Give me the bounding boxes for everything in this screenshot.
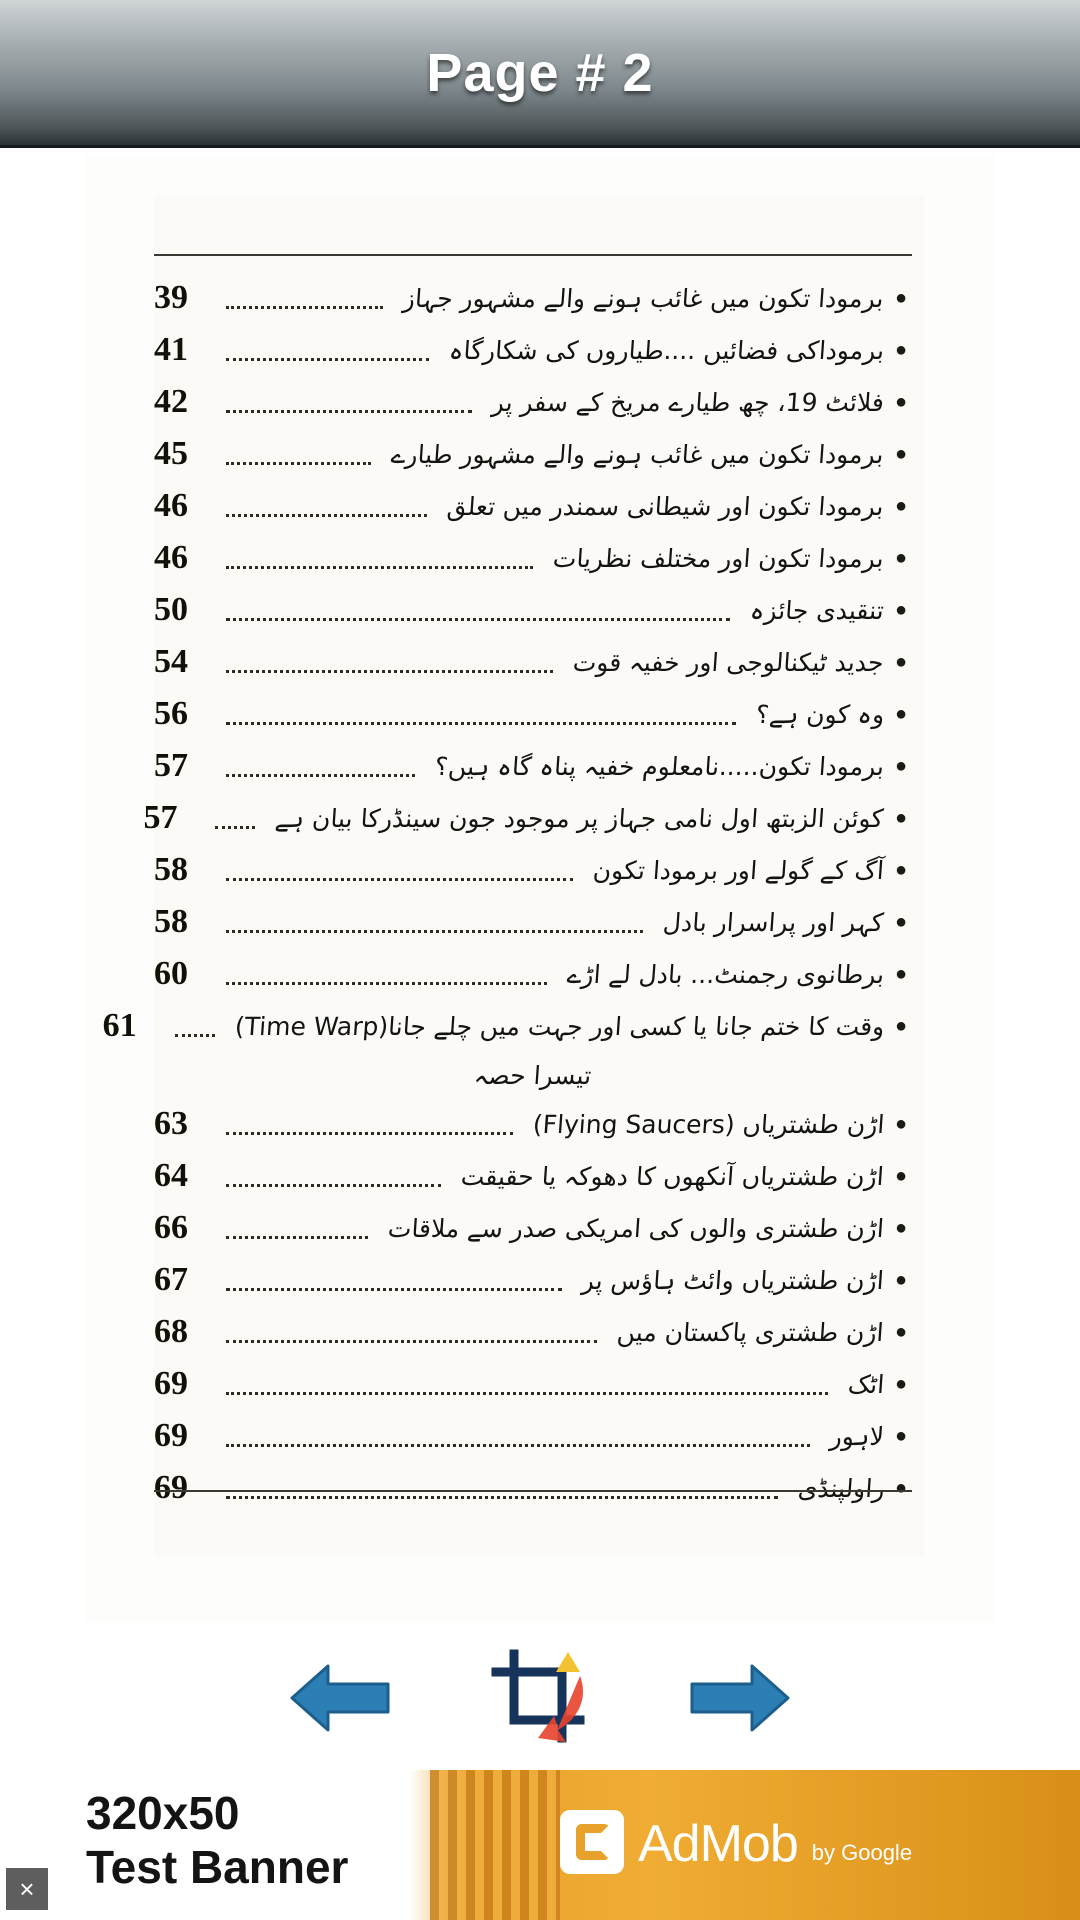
toc-page-number: 50 xyxy=(154,591,188,628)
admob-brand-label: AdMob xyxy=(638,1815,798,1873)
toc-page-number: 67 xyxy=(154,1261,188,1298)
top-divider-rule xyxy=(154,254,912,256)
crop-button[interactable] xyxy=(484,1646,596,1750)
bullet-icon: ● xyxy=(894,755,908,777)
dot-leader xyxy=(175,1010,215,1037)
toc-entry-title: آگ کے گولے اور برمودا تکون xyxy=(592,855,886,885)
dot-leader xyxy=(226,698,736,725)
toc-entry-title: اٹک xyxy=(846,1369,886,1399)
close-icon[interactable]: × xyxy=(6,1868,48,1910)
toc-page-number: 57 xyxy=(154,747,188,784)
toc-row xyxy=(154,1410,912,1462)
bullet-icon: ● xyxy=(894,703,908,725)
toc-list xyxy=(102,272,912,1514)
toc-entry-title: اڑن طشتری والوں کی امریکی صدر سے ملاقات xyxy=(387,1213,886,1243)
toc-page-number: 61 xyxy=(102,1007,137,1044)
toc-page-number: 45 xyxy=(154,435,188,472)
bullet-icon: ● xyxy=(894,1425,908,1447)
toc-page-number: 54 xyxy=(154,643,188,680)
toc-row xyxy=(154,480,912,532)
dot-leader xyxy=(226,594,730,621)
dot-leader xyxy=(226,1108,513,1135)
bullet-icon: ● xyxy=(894,963,908,985)
toc-row xyxy=(154,1306,912,1358)
dot-leader xyxy=(226,646,553,673)
toc-page-number: 64 xyxy=(154,1157,188,1194)
toc-row xyxy=(154,324,912,376)
dot-leader xyxy=(226,1472,778,1499)
toc-page-number: 69 xyxy=(154,1417,188,1454)
toc-entry-title: وہ کون ہے؟ xyxy=(754,699,886,729)
crop-icon xyxy=(484,1646,596,1750)
toc-entry-title: اڑن طشتریاں آنکھوں کا دھوکہ یا حقیقت xyxy=(460,1161,886,1191)
toc-row xyxy=(154,584,912,636)
bullet-icon: ● xyxy=(894,287,908,309)
toc-page-number: 63 xyxy=(154,1105,188,1142)
dot-leader xyxy=(226,438,371,465)
toc-entry-title: برطانوی رجمنٹ... بادل لے اڑے xyxy=(565,959,886,989)
toc-page-number: 58 xyxy=(154,851,188,888)
toc-page-number: 66 xyxy=(154,1209,188,1246)
ad-text-block xyxy=(86,1786,486,1895)
toc-section-heading-label: تیسرا حصہ xyxy=(473,1060,593,1090)
toc-row xyxy=(154,1150,912,1202)
toc-entry-title: راولپنڈی xyxy=(796,1473,886,1503)
toc-row xyxy=(154,1098,912,1150)
toc-row xyxy=(154,428,912,480)
book-page-image[interactable] xyxy=(84,156,996,1622)
ad-banner[interactable] xyxy=(0,1770,1080,1920)
page-title: Page # 2 xyxy=(426,42,654,103)
bullet-icon: ● xyxy=(894,495,908,517)
toc-entry-title: برمودا تکون اور مختلف نظریات xyxy=(552,543,886,573)
dot-leader xyxy=(226,1420,810,1447)
toc-row xyxy=(154,1358,912,1410)
toc-entry-title: برموداکی فضائیں ....طیاروں کی شکارگاہ xyxy=(447,335,886,365)
dot-leader xyxy=(226,1316,597,1343)
right-arrow-icon xyxy=(688,1652,792,1744)
dot-leader xyxy=(226,334,429,361)
app-title-bar xyxy=(0,0,1080,148)
bullet-icon: ● xyxy=(894,391,908,413)
toc-row xyxy=(154,896,912,948)
toc-entry-title: فلائٹ 19، چھ طیارے مریخ کے سفر پر xyxy=(491,387,886,417)
bullet-icon: ● xyxy=(894,651,908,673)
toc-row xyxy=(154,376,912,428)
dot-leader xyxy=(226,490,427,517)
bullet-icon: ● xyxy=(894,599,908,621)
dot-leader xyxy=(226,1264,562,1291)
toc-page-number: 42 xyxy=(154,383,188,420)
dot-leader xyxy=(226,386,472,413)
toc-entry-title: برمودا تکون میں غائب ہونے والے مشہور طیارے xyxy=(390,439,886,469)
dot-leader xyxy=(215,802,255,829)
toc-page-number: 41 xyxy=(154,331,188,368)
ad-banner-label: Test Banner xyxy=(86,1841,349,1894)
bullet-icon: ● xyxy=(894,1269,908,1291)
toc-page-number: 56 xyxy=(154,695,188,732)
admob-logo-icon xyxy=(560,1810,624,1874)
toc-row xyxy=(154,636,912,688)
dot-leader xyxy=(226,750,415,777)
bullet-icon: ● xyxy=(894,1217,908,1239)
toc-row xyxy=(154,844,912,896)
toc-entry-title: کوئن الزبتھ اول نامی جہاز پر موجود جون سینڈرکا بیان ہے xyxy=(274,803,886,833)
toc-page-number: 60 xyxy=(154,955,188,992)
toc-row xyxy=(154,1462,912,1514)
bullet-icon: ● xyxy=(894,547,908,569)
bullet-icon: ● xyxy=(894,911,908,933)
bullet-icon: ● xyxy=(894,443,908,465)
toc-entry-title: لاہور xyxy=(829,1421,886,1451)
bullet-icon: ● xyxy=(894,807,908,829)
toc-entry-title: کہر اور پراسرار بادل xyxy=(662,907,886,937)
toc-row xyxy=(154,688,912,740)
dot-leader xyxy=(226,906,643,933)
toc-entry-title: برمودا تکون میں غائب ہونے والے مشہور جہاز xyxy=(402,283,886,313)
toc-page-number: 46 xyxy=(154,487,188,524)
toc-entry-title: اڑن طشتریاں (Flying Saucers) xyxy=(531,1109,886,1139)
toc-row xyxy=(154,532,912,584)
toc-row xyxy=(154,948,912,1000)
toc-section-heading xyxy=(154,1052,912,1098)
dot-leader xyxy=(226,854,573,881)
bullet-icon: ● xyxy=(894,1373,908,1395)
bullet-icon: ● xyxy=(894,1477,908,1499)
toc-page-number: 46 xyxy=(154,539,188,576)
bullet-icon: ● xyxy=(894,339,908,361)
bullet-icon: ● xyxy=(894,1015,908,1037)
dot-leader xyxy=(226,1160,441,1187)
dot-leader xyxy=(226,958,547,985)
toc-entry-title: برمودا تکون اور شیطانی سمندر میں تعلق xyxy=(446,491,886,521)
toc-row xyxy=(102,1000,912,1052)
previous-page-button[interactable] xyxy=(288,1652,392,1744)
toc-page-number: 68 xyxy=(154,1313,188,1350)
toc-row xyxy=(143,792,912,844)
page-navigation-bar xyxy=(0,1626,1080,1770)
dot-leader xyxy=(226,1368,828,1395)
next-page-button[interactable] xyxy=(688,1652,792,1744)
toc-entry-title: تنقیدی جائزہ xyxy=(749,595,886,625)
toc-page-number: 58 xyxy=(154,903,188,940)
toc-entry-title: وقت کا ختم جانا یا کسی اور جہت میں چلے جانا(Time Warp) xyxy=(233,1011,886,1041)
scanned-table-of-contents xyxy=(102,196,924,1556)
toc-page-number: 69 xyxy=(154,1365,188,1402)
admob-by-google-label: by Google xyxy=(811,1840,913,1865)
toc-entry-title: اڑن طشتریاں وائٹ ہاؤس پر xyxy=(581,1265,886,1295)
bullet-icon: ● xyxy=(894,1113,908,1135)
toc-row xyxy=(154,1202,912,1254)
dot-leader xyxy=(226,542,533,569)
toc-page-number: 69 xyxy=(154,1469,188,1506)
toc-page-number: 39 xyxy=(154,279,188,316)
toc-page-number: 57 xyxy=(143,799,178,836)
page-content-area xyxy=(0,148,1080,1770)
dot-leader xyxy=(226,282,383,309)
toc-entry-title: اڑن طشتری پاکستان میں xyxy=(616,1317,886,1347)
toc-row xyxy=(154,1254,912,1306)
ad-size-label: 320x50 xyxy=(86,1787,240,1839)
bullet-icon: ● xyxy=(894,1165,908,1187)
toc-row xyxy=(154,740,912,792)
bullet-icon: ● xyxy=(894,859,908,881)
toc-entry-title: برمودا تکون.....نامعلوم خفیہ پناہ گاہ ہیں؟ xyxy=(433,751,886,781)
bullet-icon: ● xyxy=(894,1321,908,1343)
admob-branding xyxy=(560,1810,912,1874)
toc-row xyxy=(154,272,912,324)
left-arrow-icon xyxy=(288,1652,392,1744)
toc-entry-title: جدید ٹیکنالوجی اور خفیہ قوت xyxy=(572,647,886,677)
dot-leader xyxy=(226,1212,368,1239)
bottom-divider-rule xyxy=(154,1490,912,1492)
